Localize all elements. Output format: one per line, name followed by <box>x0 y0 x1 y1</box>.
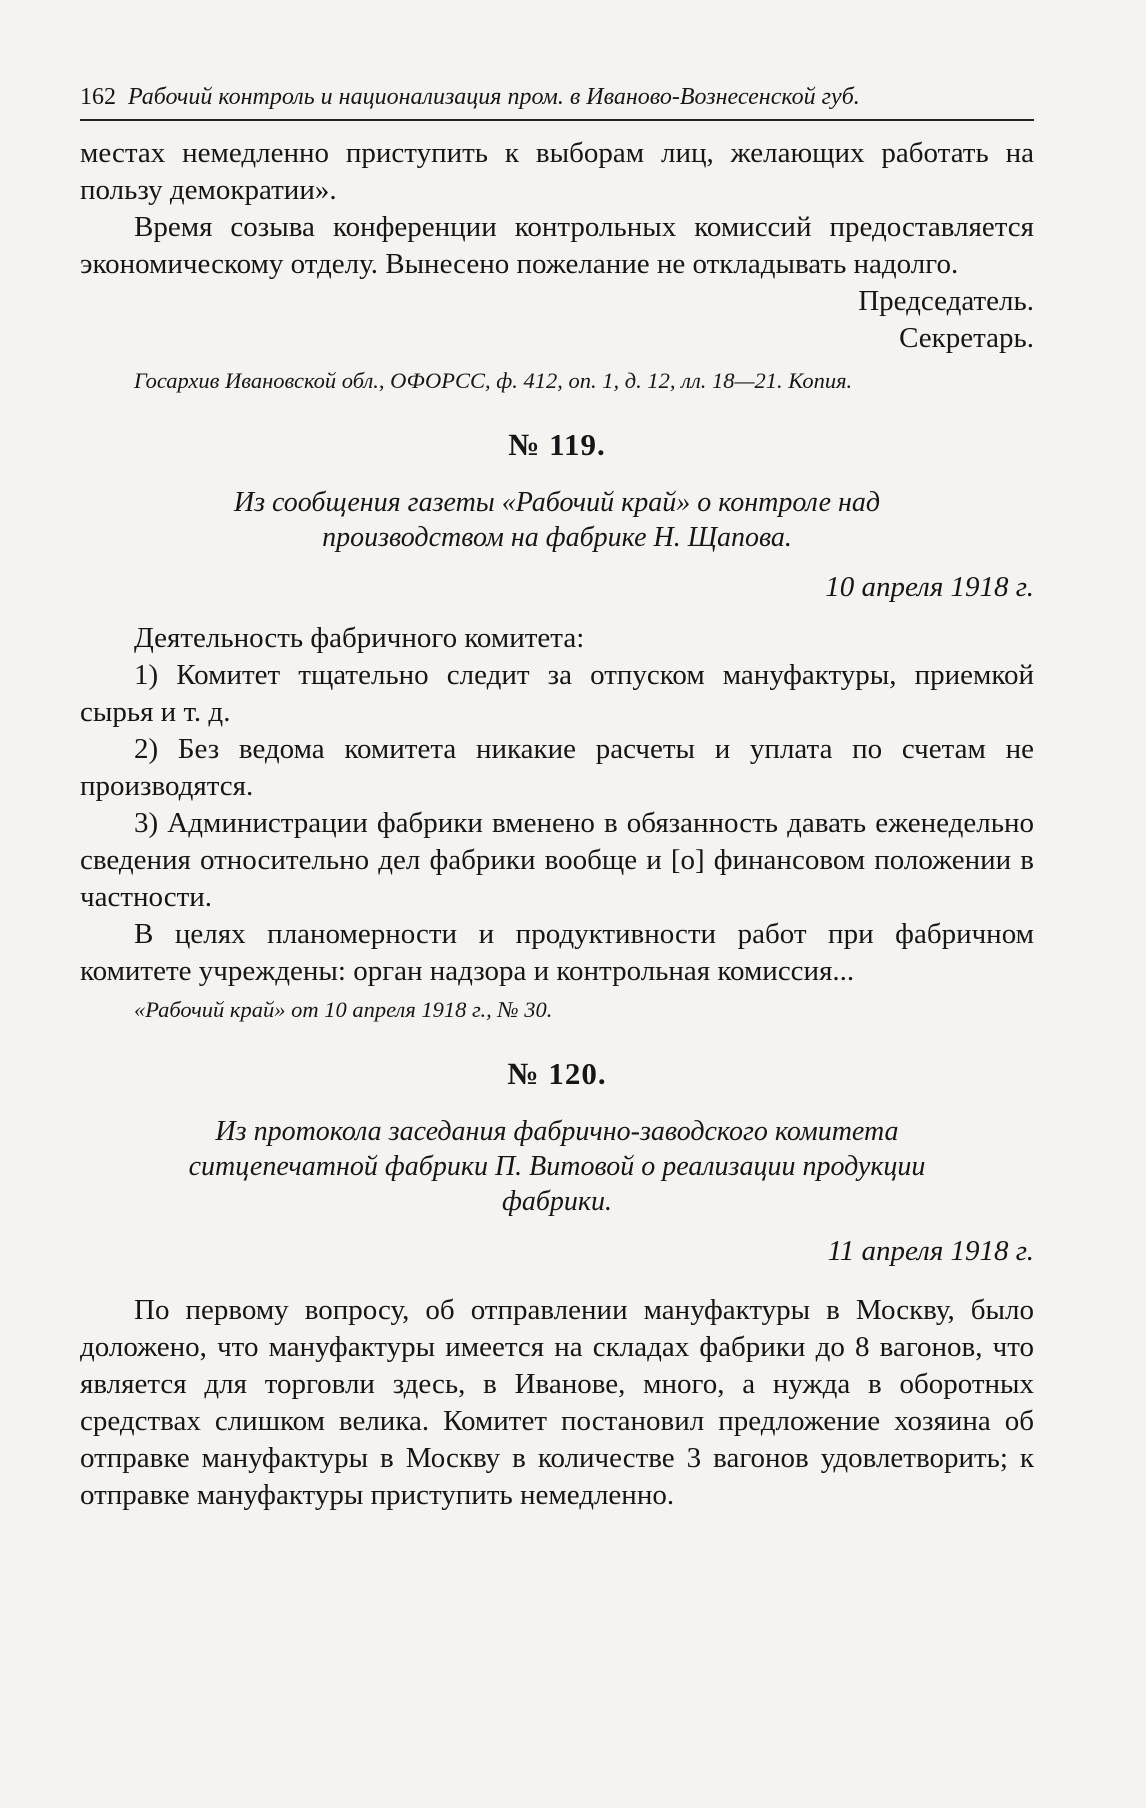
signature-chairman: Председатель. <box>858 285 1034 317</box>
document-number-119: № 119. <box>508 427 606 462</box>
lead-text-119: Деятельность фабричного комитета: <box>134 622 585 654</box>
intro-paragraph: Время созыва конференции контрольных комиссий предоставляется экономическому отделу. Вынесено пожелание не откладывать надолго. <box>80 211 1034 280</box>
document-title-119: Из сообщения газеты «Рабочий край» о контроле над производством на фабрике Н. Щапова. <box>233 487 881 553</box>
page-number: 162 <box>80 84 116 110</box>
paragraph-119: В целях планомерности и продуктивности работ при фабричном комитете учреждены: орган надзора и контрольная комиссия... <box>80 918 1034 987</box>
paragraph-120: По первому вопросу, об отправлении мануфактуры в Москву, было доложено, что мануфактуры имеется на складах фабрики до 8 вагонов, что является для торговли здесь, в Иванове, много, а нужда в оборотных средствах слишком велика. Комитет постановил предложение хозяина об отправке мануфактуры в Москву в количестве 3 вагонов удовлетворить; к отправке мануфактуры приступить немедленно. <box>80 1294 1034 1511</box>
archive-source: Госархив Ивановской обл., ОФОРСС, ф. 412, оп. 1, д. 12, лл. 18—21. Копия. <box>134 368 853 393</box>
document-date-119: 10 апреля 1918 г. <box>825 571 1034 603</box>
list-item-1: 1) Комитет тщательно следит за отпуском мануфактуры, приемкой сырья и т. д. <box>80 659 1034 728</box>
document-number-120: № 120. <box>507 1056 607 1091</box>
running-title: Рабочий контроль и национализация пром. в Иваново-Вознесенской губ. <box>128 84 860 110</box>
running-header <box>80 84 1034 121</box>
document-date-120: 11 апреля 1918 г. <box>827 1235 1034 1267</box>
list-item-3: 3) Администрации фабрики вменено в обязанность давать еженедельно сведения относительно дел фабрики вообще и [о] финансовом положении в частности. <box>80 807 1034 913</box>
newspaper-source: «Рабочий край» от 10 апреля 1918 г., № 30. <box>134 997 553 1022</box>
continuation-text: местах немедленно приступить к выборам лиц, желающих работать на пользу демократии». <box>80 137 1034 206</box>
list-item-2: 2) Без ведома комитета никакие расчеты и уплата по счетам не производятся. <box>80 733 1034 802</box>
signature-secretary: Секретарь. <box>899 322 1034 354</box>
document-title-120: Из протокола заседания фабрично-заводского комитета ситцепечатной фабрики П. Витовой о реализации продукции фабрики. <box>188 1116 926 1217</box>
